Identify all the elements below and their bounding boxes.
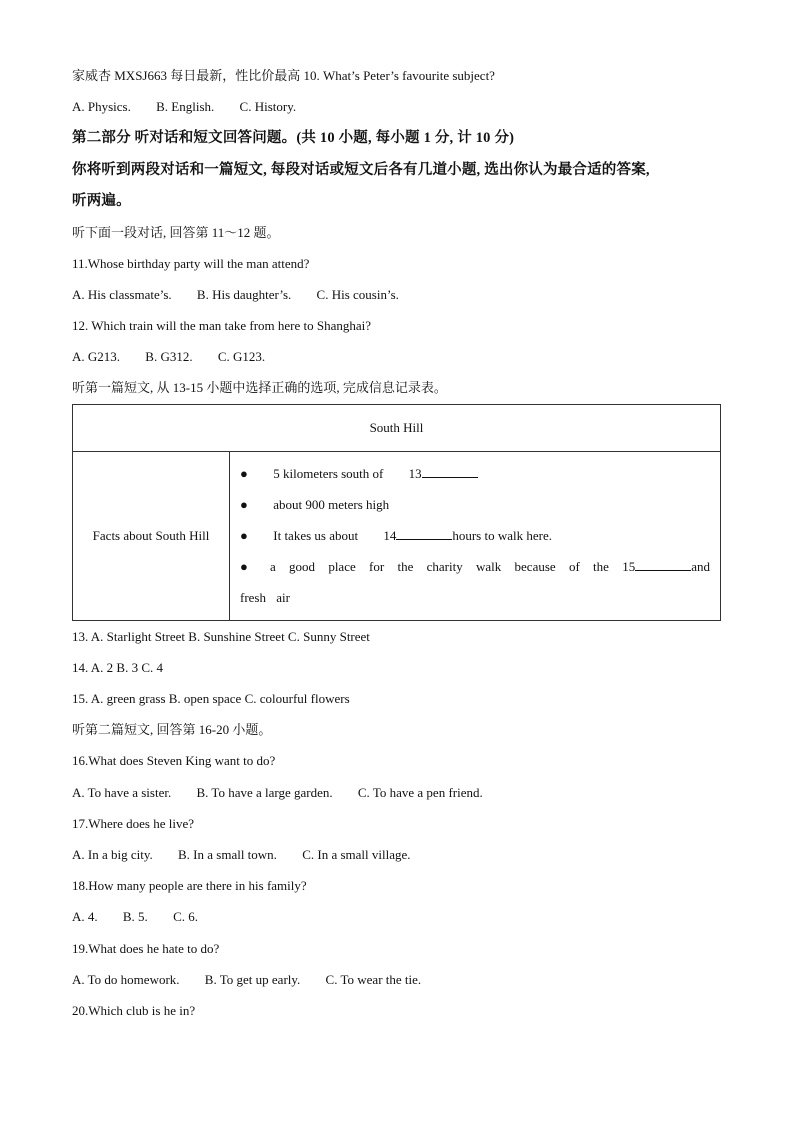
option-a: A. To do homework. xyxy=(72,972,180,987)
option-b: B. G312. xyxy=(145,349,193,364)
passage1-intro: 听第一篇短文, 从 13-15 小题中选择正确的选项, 完成信息记录表。 xyxy=(72,380,447,395)
question-19: 19.What does he hate to do? xyxy=(72,941,220,956)
question-10 xyxy=(72,67,495,85)
bullet-icon: ● xyxy=(240,559,248,574)
option-c: C. History. xyxy=(239,99,297,114)
question-17-options xyxy=(72,846,433,864)
passage2-intro: 听第二篇短文, 回答第 16-20 小题。 xyxy=(72,722,272,737)
table-label: Facts about South Hill xyxy=(73,452,230,621)
option-b: B. To have a large garden. xyxy=(196,785,333,800)
question-12: 12. Which train will the man take from here to Shanghai? xyxy=(72,318,372,333)
question-12-options xyxy=(72,348,287,366)
option-c: C. To wear the tie. xyxy=(325,972,422,987)
ad-text: 家威杏 MXSJ663 每日最新，性比价最高 xyxy=(72,68,301,83)
option-a: A. To have a sister. xyxy=(72,785,172,800)
fact-3: ● It takes us about 14 hours to walk here. xyxy=(240,520,710,551)
option-b: B. In a small town. xyxy=(178,847,277,862)
option-a: A. His classmate’s. xyxy=(72,287,172,302)
question-11: 11.Whose birthday party will the man attend? xyxy=(72,256,310,271)
info-record-table xyxy=(72,404,721,621)
option-c: C. G123. xyxy=(217,349,266,364)
answer-blank-14[interactable] xyxy=(396,527,452,540)
question-10-text: 10. What’s Peter’s favourite subject? xyxy=(303,68,495,83)
bullet-icon: ● xyxy=(240,466,248,481)
option-c: C. 6. xyxy=(173,909,198,924)
option-b: B. English. xyxy=(156,99,215,114)
option-c: C. To have a pen friend. xyxy=(357,785,483,800)
option-a: A. 4. xyxy=(72,909,98,924)
question-20: 20.Which club is he in? xyxy=(72,1003,196,1018)
option-a: A. Physics. xyxy=(72,99,131,114)
part2-instruction-line1: 你将听到两段对话和一篇短文, 每段对话或短文后各有几道小题, 选出你认为最合适的答案, xyxy=(72,162,650,178)
fact-4: ● a good place for the charity walk because of the 15 and fresh air xyxy=(240,551,710,613)
question-11-options xyxy=(72,286,421,304)
question-10-options xyxy=(72,98,318,116)
answer-blank-15[interactable] xyxy=(635,558,691,571)
option-b: B. 5. xyxy=(122,909,148,924)
table-title: South Hill xyxy=(73,405,721,452)
part2-title: 第二部分 听对话和短文回答问题。(共 10 小题, 每小题 1 分, 计 10 分) xyxy=(72,130,515,146)
question-15: 15. A. green grass B. open space C. colourful flowers xyxy=(72,691,350,706)
fact-2: ● about 900 meters high xyxy=(240,489,710,520)
bullet-icon: ● xyxy=(240,497,248,512)
option-c: C. In a small village. xyxy=(302,847,411,862)
question-19-options xyxy=(72,971,443,989)
question-17: 17.Where does he live? xyxy=(72,816,195,831)
option-b: B. His daughter’s. xyxy=(196,287,292,302)
option-a: A. In a big city. xyxy=(72,847,153,862)
part2-instruction-line2: 听两遍。 xyxy=(72,193,131,209)
question-13: 13. A. Starlight Street B. Sunshine Street C. Sunny Street xyxy=(72,629,370,644)
question-18: 18.How many people are there in his family? xyxy=(72,878,307,893)
question-14: 14. A. 2 B. 3 C. 4 xyxy=(72,660,164,675)
question-16: 16.What does Steven King want to do? xyxy=(72,753,276,768)
question-16-options xyxy=(72,784,505,802)
option-c: C. His cousin’s. xyxy=(316,287,399,302)
fact-1: ● 5 kilometers south of 13 xyxy=(240,458,710,489)
question-18-options xyxy=(72,908,220,926)
option-a: A. G213. xyxy=(72,349,121,364)
dialogue1-intro: 听下面一段对话, 回答第 11～12 题。 xyxy=(72,225,280,240)
bullet-icon: ● xyxy=(240,528,248,543)
answer-blank-13[interactable] xyxy=(422,465,478,478)
option-b: B. To get up early. xyxy=(204,972,301,987)
table-facts xyxy=(230,452,721,621)
